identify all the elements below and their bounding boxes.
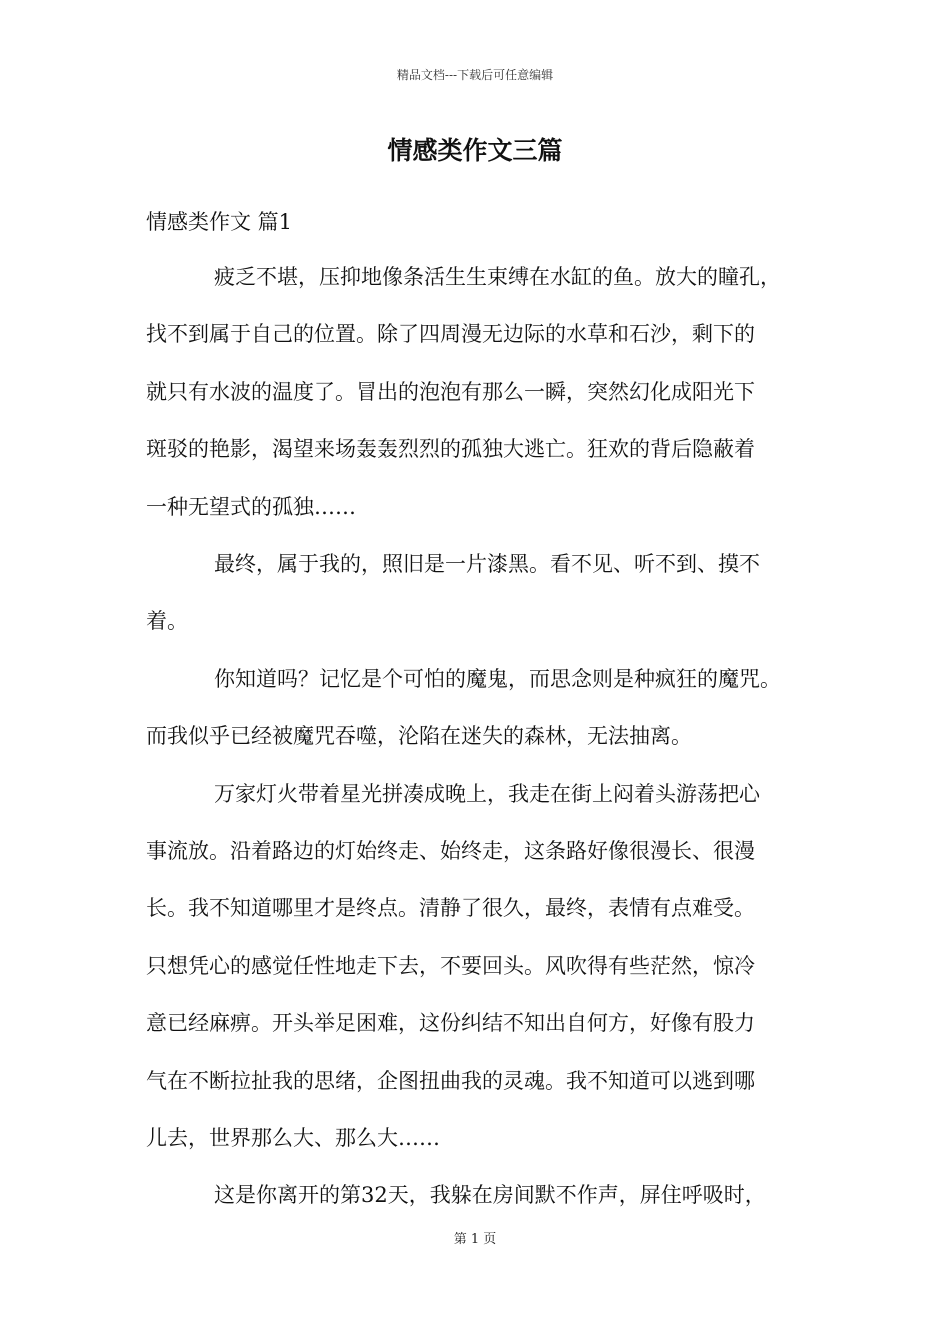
- paragraph-1-line-1: 疲乏不堪，压抑地像条活生生束缚在水缸的鱼。放大的瞳孔，: [214, 265, 781, 289]
- paragraph-1-line-5: 一种无望式的孤独……: [146, 495, 356, 519]
- paragraph-1-line-2: 找不到属于自己的位置。除了四周漫无边际的水草和石沙，剩下的: [146, 322, 755, 346]
- paragraph-4-line-3: 长。我不知道哪里才是终点。清静了很久，最终，表情有点难受。: [146, 896, 755, 920]
- paragraph-4-line-1: 万家灯火带着星光拼凑成晚上，我走在街上闷着头游荡把心: [214, 782, 760, 806]
- paragraph-3-line-2: 而我似乎已经被魔咒吞噬，沦陷在迷失的森林，无法抽离。: [146, 724, 692, 748]
- paragraph-4-line-4: 只想凭心的感觉任性地走下去，不要回头。风吹得有些茫然，惊冷: [146, 954, 755, 978]
- paragraph-2-line-2: 着。: [146, 609, 188, 633]
- paragraph-3-line-1: 你知道吗？记忆是个可怕的魔鬼，而思念则是种疯狂的魔咒。: [214, 667, 781, 691]
- paragraph-4-line-5: 意已经麻痹。开头举足困难，这份纠结不知出自何方，好像有股力: [146, 1011, 755, 1035]
- paragraph-4-line-6: 气在不断拉扯我的思绪，企图扭曲我的灵魂。我不知道可以逃到哪: [146, 1069, 755, 1093]
- paragraph-4-line-7: 儿去，世界那么大、那么大……: [146, 1126, 440, 1150]
- paragraph-5-line-1: 这是你离开的第32天，我躲在房间默不作声，屏住呼吸时，: [214, 1183, 766, 1207]
- paragraph-4-line-2: 事流放。沿着路边的灯始终走、始终走，这条路好像很漫长、很漫: [146, 839, 755, 863]
- paragraph-1-line-4: 斑驳的艳影，渴望来场轰轰烈烈的孤独大逃亡。狂欢的背后隐蔽着: [146, 437, 755, 461]
- page-header: 精品文档---下载后可任意编辑: [396, 68, 554, 82]
- page-number: 第 1 页: [453, 1232, 497, 1247]
- section-heading: 情感类作文 篇1: [146, 210, 293, 234]
- paragraph-2-line-1: 最终，属于我的，照旧是一片漆黑。看不见、听不到、摸不: [214, 552, 760, 576]
- document-title: 情感类作文三篇: [387, 136, 563, 165]
- paragraph-1-line-3: 就只有水波的温度了。冒出的泡泡有那么一瞬，突然幻化成阳光下: [146, 380, 755, 404]
